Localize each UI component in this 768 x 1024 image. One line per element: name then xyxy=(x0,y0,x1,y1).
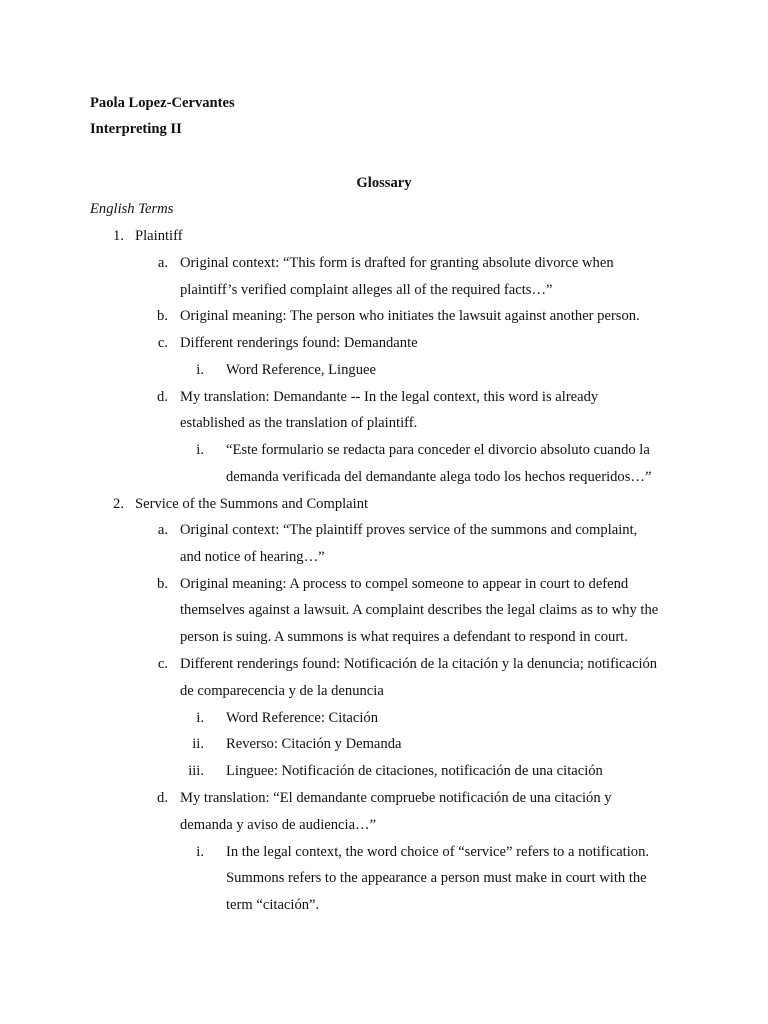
author-name: Paola Lopez-Cervantes xyxy=(90,95,235,111)
list-item-text: Word Reference, Linguee xyxy=(226,362,376,378)
list-item-text: Original context: “This form is drafted for granting absolute divorce when xyxy=(180,255,614,271)
list-marker: a. xyxy=(157,255,168,271)
list-item-text: Original meaning: The person who initiates the lawsuit against another person. xyxy=(180,308,640,324)
list-marker: c. xyxy=(157,656,168,672)
list-item-text: and notice of hearing…” xyxy=(180,549,325,565)
list-number: 1. xyxy=(113,228,124,244)
term-heading: Service of the Summons and Complaint xyxy=(135,496,369,512)
list-item-text: Original context: “The plaintiff proves service of the summons and complaint, xyxy=(180,522,638,538)
list-marker: b. xyxy=(157,576,168,592)
list-item-text: demanda verificada del demandante alega todo los hechos requeridos…” xyxy=(226,469,652,485)
list-marker: a. xyxy=(157,522,168,538)
list-item-text: “Este formulario se redacta para conceder el divorcio absoluto cuando la xyxy=(226,442,650,458)
list-marker: d. xyxy=(157,389,168,405)
list-item-text: Summons refers to the appearance a person must make in court with the xyxy=(226,870,647,886)
list-item-text: My translation: Demandante -- In the legal context, this word is already xyxy=(180,389,599,405)
list-item-text: demanda y aviso de audiencia…” xyxy=(180,817,377,833)
list-item-text: In the legal context, the word choice of “service” refers to a notification. xyxy=(226,844,650,860)
list-item-text: Different renderings found: Demandante xyxy=(180,335,418,351)
list-marker: iii. xyxy=(188,763,204,779)
list-marker: i. xyxy=(196,710,204,726)
course-name: Interpreting II xyxy=(90,121,182,137)
list-item-text: established as the translation of plaintiff. xyxy=(180,415,418,431)
term-heading: Plaintiff xyxy=(135,228,183,244)
list-number: 2. xyxy=(113,496,124,512)
list-item-text: Original meaning: A process to compel someone to appear in court to defend xyxy=(180,576,629,592)
list-marker: i. xyxy=(196,442,204,458)
list-marker: i. xyxy=(196,362,204,378)
list-item-text: Linguee: Notificación de citaciones, notificación de una citación xyxy=(226,763,603,779)
list-item-text: Reverso: Citación y Demanda xyxy=(226,736,402,752)
page-title: Glossary xyxy=(356,175,412,191)
list-item-text: de comparecencia y de la denuncia xyxy=(180,683,384,699)
list-item-text: Different renderings found: Notificación de la citación y la denuncia; notificación xyxy=(180,656,658,672)
list-item-text: person is suing. A summons is what requires a defendant to respond in court. xyxy=(180,629,628,645)
list-marker: ii. xyxy=(192,736,204,752)
section-label: English Terms xyxy=(90,201,174,217)
list-marker: d. xyxy=(157,790,168,806)
list-marker: i. xyxy=(196,844,204,860)
list-marker: c. xyxy=(157,335,168,351)
list-marker: b. xyxy=(157,308,168,324)
list-item-text: My translation: “El demandante compruebe notificación de una citación y xyxy=(180,790,612,806)
list-item-text: term “citación”. xyxy=(226,897,320,913)
list-item-text: themselves against a lawsuit. A complaint describes the legal claims as to why the xyxy=(180,602,659,618)
list-item-text: plaintiff’s verified complaint alleges all of the required facts…” xyxy=(180,282,553,298)
list-item-text: Word Reference: Citación xyxy=(226,710,378,726)
